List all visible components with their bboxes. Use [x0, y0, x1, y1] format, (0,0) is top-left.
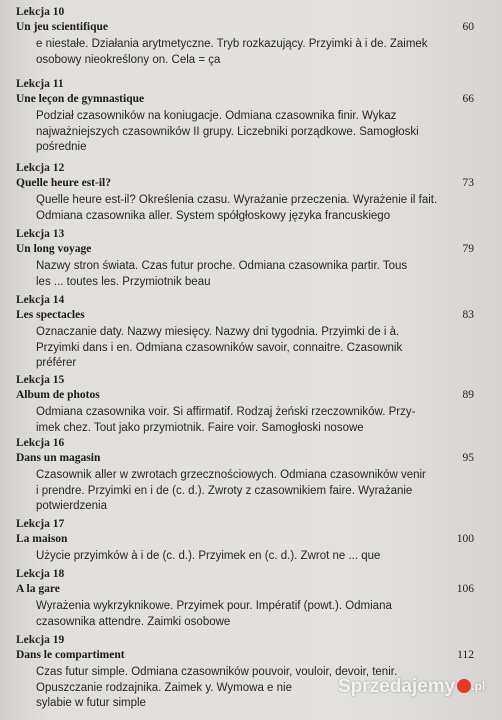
- lesson-title: Les spectacles: [16, 309, 85, 321]
- page-number: 106: [456, 583, 474, 595]
- lesson-label: Lekcja 15: [16, 374, 65, 386]
- page-number: 83: [462, 309, 474, 321]
- description-line: pośrednie: [36, 141, 87, 153]
- description-line: Wyrażenia wykrzyknikowe. Przyimek pour. Impératif (powt.). Odmiana: [36, 600, 392, 612]
- description-line: e niestałe. Działania arytmetyczne. Tryb rozkazujący. Przyimki à i de. Zaimek: [36, 38, 428, 50]
- description-line: préférer: [36, 357, 77, 369]
- lesson-description: [36, 259, 446, 290]
- description-line: Odmiana czasownika aller. System spółgłoskowy języka francuskiego: [36, 209, 391, 222]
- page-number: 60: [462, 21, 474, 33]
- description-line: osobowy nieokreślony on. Cela = ça: [36, 53, 221, 66]
- lesson-label: Lekcja 14: [16, 294, 65, 306]
- watermark-dot-icon: [457, 679, 471, 693]
- description-line: les ... toutes les. Przymiotnik beau: [36, 275, 211, 288]
- description-line: Użycie przyimków à i de (c. d.). Przyimek en (c. d.). Zwrot ne ... que: [36, 550, 381, 562]
- lesson-title: Un jeu scientifique: [16, 21, 108, 33]
- sprzedajemy-watermark: [338, 676, 485, 698]
- description-line: Czasownik aller w zwrotach grzecznościowych. Odmiana czasowników venir: [36, 469, 426, 481]
- lesson-label: Lekcja 17: [16, 518, 65, 530]
- description-line: Quelle heure est-il? Określenia czasu. Wyrażanie przeczenia. Wyrażenie il fait.: [36, 194, 438, 206]
- description-line: sylabie w futur simple: [36, 697, 146, 709]
- lesson-label: Lekcja 16: [16, 437, 65, 449]
- watermark-text: Sprzedajemy: [338, 676, 456, 697]
- page-number: 100: [456, 533, 474, 545]
- lesson-label: Lekcja 18: [16, 568, 65, 580]
- description-line: potwierdzenia: [36, 500, 107, 512]
- lesson-title: A la gare: [16, 583, 60, 595]
- lesson-description: [36, 599, 446, 630]
- lesson-label: Lekcja 11: [16, 78, 64, 90]
- description-line: Przyimki dans i en. Odmiana czasowników savoir, connaitre. Czasownik: [36, 341, 403, 354]
- lesson-title: Album de photos: [16, 389, 100, 401]
- lesson-title: Dans un magasin: [16, 452, 101, 464]
- description-line: i prendre. Przyimki en i de (c. d.). Zwroty z czasownikiem faire. Wyrażanie: [36, 484, 413, 497]
- lesson-description: [36, 405, 446, 436]
- lesson-description: [36, 549, 446, 565]
- lesson-description: [36, 109, 446, 156]
- description-line: Podział czasowników na koniugacje. Odmiana czasownika finir. Wykaz: [36, 110, 397, 122]
- lesson-title: Une leçon de gymnastique: [16, 93, 145, 105]
- description-line: imek chez. Tout jako przymiotnik. Faire voir. Samogłoski nosowe: [36, 421, 364, 434]
- lesson-label: Lekcja 19: [16, 634, 65, 646]
- page-number: 73: [462, 177, 474, 189]
- page-number: 112: [457, 649, 474, 661]
- lesson-description: [36, 325, 446, 372]
- lesson-description: [36, 193, 446, 224]
- page-number: 66: [462, 93, 474, 105]
- lesson-title: Quelle heure est-il?: [16, 177, 111, 189]
- lesson-description: [36, 468, 446, 515]
- description-line: Odmiana czasownika voir. Si affirmatif. Rodzaj żeński rzeczowników. Przy-: [36, 406, 416, 418]
- watermark-suffix: .pl: [471, 679, 486, 693]
- lesson-description: [36, 37, 446, 68]
- description-line: Opuszczanie rodzajnika. Zaimek y. Wymowa e nie: [36, 681, 292, 694]
- lesson-title: Dans le compartiment: [16, 649, 125, 661]
- lesson-title: La maison: [16, 533, 68, 545]
- lesson-label: Lekcja 12: [16, 162, 65, 174]
- lesson-label: Lekcja 13: [16, 228, 65, 240]
- description-line: Oznaczanie daty. Nazwy miesięcy. Nazwy dni tygodnia. Przyimki de i à.: [36, 326, 400, 338]
- description-line: Czas futur simple. Odmiana czasowników pouvoir, vouloir, devoir, tenir.: [36, 666, 398, 678]
- description-line: czasownika attendre. Zaimki osobowe: [36, 615, 231, 628]
- page-number: 79: [462, 243, 474, 255]
- description-line: najważniejszych czasowników II grupy. Liczebniki porządkowe. Samogłoski: [36, 125, 419, 138]
- description-line: Nazwy stron świata. Czas futur proche. Odmiana czasownika partir. Tous: [36, 260, 408, 272]
- lesson-label: Lekcja 10: [16, 6, 65, 18]
- page-number: 89: [462, 389, 474, 401]
- lesson-title: Un long voyage: [16, 243, 92, 255]
- page-number: 95: [462, 452, 474, 464]
